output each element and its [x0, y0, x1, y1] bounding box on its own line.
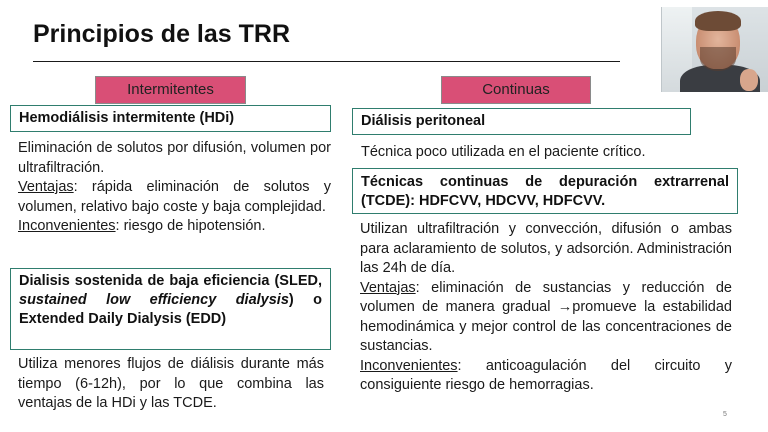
sled-heading-box [10, 268, 331, 350]
hdi-heading-box [10, 105, 331, 132]
tcde-adv-text: : eliminación de sustancias y reducción de volumen de manera gradual →promueve la estabilidad hemodinámica y mejor control de las concentraciones de sustancias. [360, 279, 732, 354]
tcde-disadvantages [360, 357, 732, 396]
tag-intermitentes: Intermitentes [95, 76, 246, 104]
slide-page-number: 5 [723, 411, 727, 418]
tcde-advantages [360, 279, 732, 357]
presenter-video [661, 7, 768, 92]
presenter-hand [740, 69, 758, 91]
sled-desc-text: Utiliza menores flujos de diálisis durante más tiempo (6-12h), por lo que combina las ventajas de la HDi y las TCDE. [18, 356, 324, 411]
sled-description [18, 355, 324, 414]
dp-desc-text: Técnica poco utilizada en el paciente crítico. [361, 144, 646, 160]
tcde-dis-label: Inconvenientes [360, 357, 458, 374]
sled-heading-italic: sustained low efficiency dialysis [19, 292, 289, 308]
presenter-beard [700, 47, 736, 71]
hdi-disadvantages [18, 217, 331, 237]
tcde-dis-text: : anticoagulación del circuito y consiguiente riesgo de hemorragias. [360, 357, 732, 393]
hdi-heading: Hemodiálisis intermitente (HDi) [19, 110, 235, 126]
dp-heading: Diálisis peritoneal [361, 113, 486, 129]
hdi-dis-label: Inconvenientes [18, 218, 116, 234]
hdi-adv-label: Ventajas [18, 179, 74, 195]
slide-title: Principios de las TRR [33, 20, 291, 48]
dp-description [361, 143, 691, 163]
hdi-advantages [18, 178, 331, 217]
presenter-hair [695, 11, 741, 31]
tcde-adv-label: Ventajas [360, 279, 416, 296]
dp-heading-box [352, 108, 691, 135]
sled-heading-a: Dialisis sostenida de baja eficiencia (SLED, [19, 273, 322, 289]
tag-continuas: Continuas [441, 76, 591, 104]
sled-heading-b: ) o Extended Daily Dialysis (EDD) [19, 292, 322, 327]
tcde-heading: Técnicas continuas de depuración extrarrenal (TCDE): HDFCVV, HDCVV, HDFCVV. [361, 174, 729, 209]
title-underline [33, 61, 620, 62]
hdi-desc-text: Eliminación de solutos por difusión, volumen por ultrafiltración. [18, 140, 331, 176]
tcde-heading-box [352, 168, 738, 214]
hdi-dis-text: : riesgo de hipotensión. [115, 218, 266, 234]
tcde-description [360, 220, 732, 396]
tcde-desc-text: Utilizan ultrafiltración y convección, difusión o ambas para aclaramiento de solutos, y adsorción. Administración las 24h de día. [360, 221, 732, 276]
hdi-adv-text: : rápida eliminación de solutos y volumen, relativo bajo coste y baja complejidad. [18, 179, 331, 215]
hdi-description [18, 139, 331, 237]
